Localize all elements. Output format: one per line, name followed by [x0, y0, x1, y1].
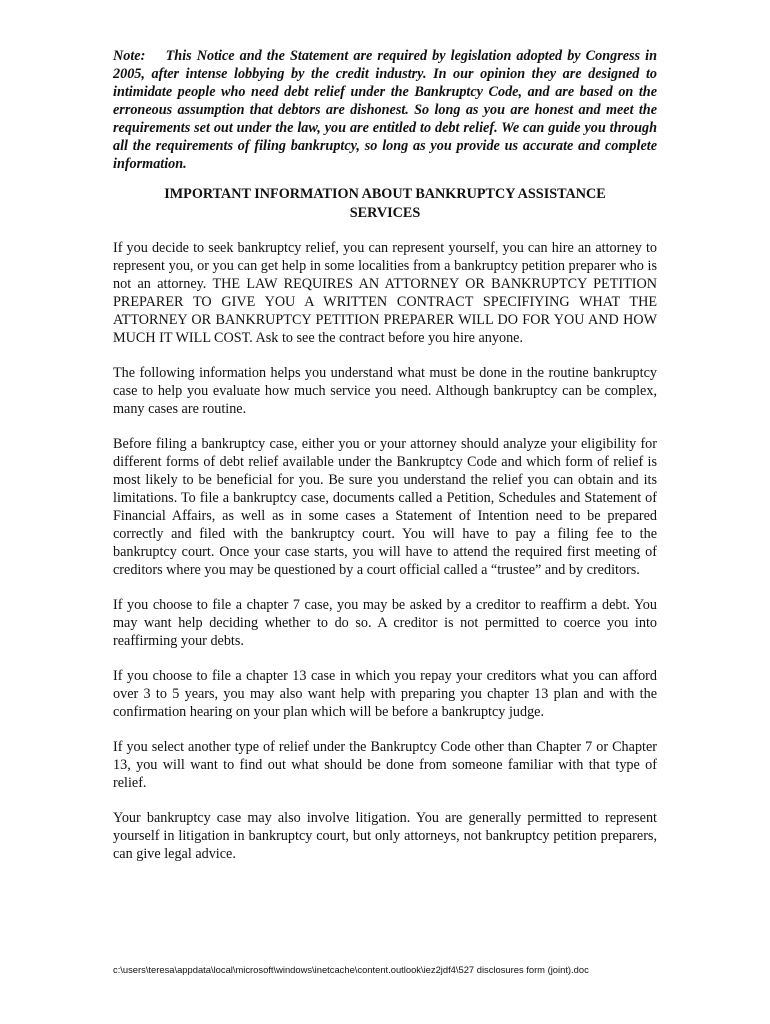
- note-paragraph: Note: This Notice and the Statement are required by legislation adopted by Congress in 2005, after intense lobbying by the credit industry. In our opinion they are designed to intimidate people who need debt relief under the Bankruptcy Code, and are based on the erroneous assumption that debtors are dishonest. So long as you are honest and meet the requirements set out under the law, you are entitled to debt relief. We can guide you through all the requirements of filing bankruptcy, so long as you provide us accurate and complete information.: [113, 48, 657, 172]
- paragraph-chapter-7: If you choose to file a chapter 7 case, you may be asked by a creditor to reaffirm a debt. You may want help deciding whether to do so. A creditor is not permitted to coerce you into reaffirming your debts.: [113, 597, 657, 649]
- file-path-footer: c:\users\teresa\appdata\local\microsoft\windows\inetcache\content.outlook\iez2jdf4\527 disclosures form (joint).doc: [113, 964, 589, 975]
- paragraph-routine-cases: The following information helps you understand what must be done in the routine bankruptcy case to help you evaluate how much service you need. Although bankruptcy can be complex, many cases are routine.: [113, 365, 657, 417]
- page-title-line-2: SERVICES: [349, 204, 421, 221]
- paragraph-before-filing: Before filing a bankruptcy case, either you or your attorney should analyze your eligibility for different forms of debt relief available under the Bankruptcy Code and which form of relief is most likely to be beneficial for you. Be sure you understand the relief you can obtain and its limitations. To file a bankruptcy case, documents called a Petition, Schedules and Statement of Financial Affairs, as well as in some cases a Statement of Intention need to be prepared correctly and filed with the bankruptcy court. You will have to pay a filing fee to the bankruptcy court. Once your case starts, you will have to attend the required first meeting of creditors where you may be questioned by a court official called a “trustee” and by creditors.: [113, 436, 657, 578]
- page-title: [113, 185, 657, 222]
- paragraph-litigation: Your bankruptcy case may also involve litigation. You are generally permitted to represent yourself in litigation in bankruptcy court, but only attorneys, not bankruptcy petition preparers, can give legal advice.: [113, 810, 657, 862]
- document-page: [113, 47, 657, 863]
- paragraph-chapter-13: If you choose to file a chapter 13 case in which you repay your creditors what you can afford over 3 to 5 years, you may also want help with preparing you chapter 13 plan and with the confirmation hearing on your plan which will be before a bankruptcy judge.: [113, 668, 657, 720]
- paragraph-representation: If you decide to seek bankruptcy relief, you can represent yourself, you can hire an attorney to represent you, or you can get help in some localities from a bankruptcy petition preparer who is not an attorney. THE LAW REQUIRES AN ATTORNEY OR BANKRUPTCY PETITION PREPARER TO GIVE YOU A WRITTEN CONTRACT SPECIFIYING WHAT THE ATTORNEY OR BANKRUPTCY PETITION PREPARER WILL DO FOR YOU AND HOW MUCH IT WILL COST. Ask to see the contract before you hire anyone.: [113, 240, 657, 346]
- paragraph-other-relief: If you select another type of relief under the Bankruptcy Code other than Chapter 7 or Chapter 13, you will want to find out what should be done from someone familiar with that type of relief.: [113, 739, 657, 791]
- page-title-line-1: IMPORTANT INFORMATION ABOUT BANKRUPTCY ASSISTANCE: [164, 186, 606, 202]
